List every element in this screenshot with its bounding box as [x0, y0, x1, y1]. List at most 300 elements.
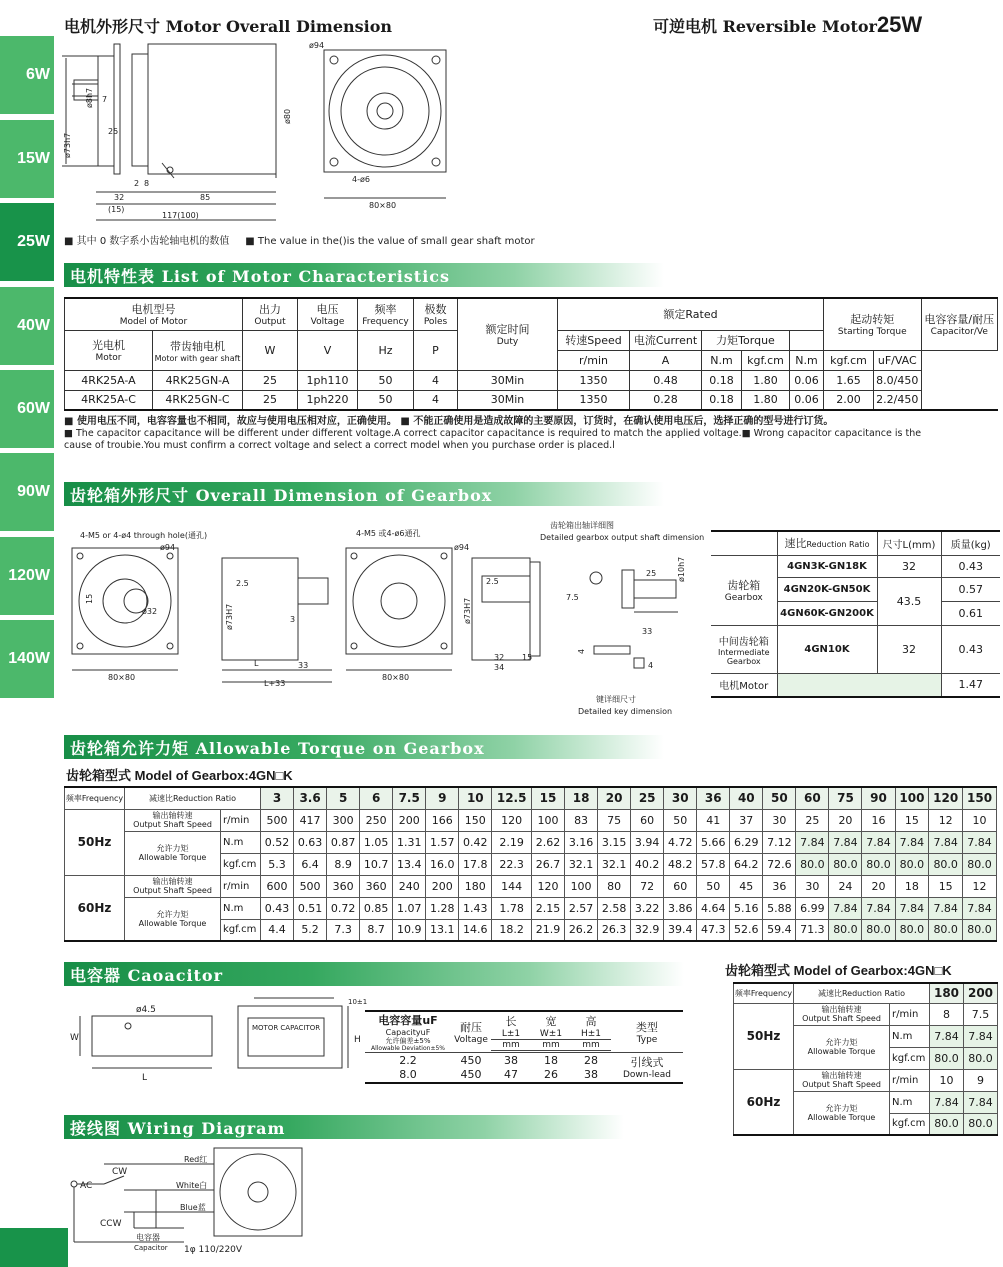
- table-cell: 7.84: [862, 897, 895, 919]
- table-cell: 7.84: [930, 1025, 964, 1047]
- u-nm: N.m: [890, 1025, 930, 1047]
- table-cell: 7.84: [929, 897, 963, 919]
- table-cell: 8.0: [399, 1068, 417, 1081]
- u-cap: uF/VAC: [874, 350, 922, 370]
- gearbox-dimension-drawing: [64, 520, 704, 720]
- dim-label-g-phi10h7: ø10h7: [677, 556, 686, 582]
- tab-120w[interactable]: 120W: [0, 537, 54, 615]
- table-cell: 4GN60K-GN200K: [777, 601, 877, 625]
- table-cell: 6.29: [730, 831, 763, 853]
- table-cell: 26.2: [565, 919, 598, 941]
- table-cell: 80.0: [829, 919, 862, 941]
- table-cell: 25: [243, 390, 298, 410]
- wire-cap-cn: 电容器: [136, 1233, 160, 1242]
- wiring-diagram: [64, 1144, 324, 1256]
- table-cell: 360: [360, 875, 393, 897]
- gearbox-cn: 齿轮箱: [727, 579, 761, 592]
- dim-label-g-80x80a: 80×80: [108, 673, 136, 682]
- dim-label-g-2-5b: 2.5: [486, 577, 499, 586]
- dim-label-phi73h7: ø73h7: [63, 132, 72, 158]
- table-cell: 0.57: [941, 577, 1000, 601]
- table-cell: 7.84: [796, 831, 829, 853]
- u-rmin: r/min: [221, 809, 261, 831]
- wire-cw: CW: [112, 1167, 128, 1177]
- cap-dim-h: H: [354, 1035, 361, 1045]
- inter-en2: Gearbox: [726, 656, 761, 666]
- h-freq-en: Frequency: [362, 317, 409, 328]
- table-cell: 60: [631, 809, 664, 831]
- torque-small-table: [733, 982, 998, 1136]
- table-cell: 2.58: [598, 897, 631, 919]
- u-nm2: N.m: [790, 350, 824, 370]
- cap-h-l: 长: [505, 1015, 517, 1028]
- dim-label-g-80x80b: 80×80: [382, 673, 410, 682]
- table-cell: 5.16: [730, 897, 763, 919]
- table-cell: 2.2: [399, 1053, 417, 1067]
- table-cell: 0.72: [327, 897, 360, 919]
- section-banner-capacitor: 电容器 Caoacitor: [64, 962, 684, 986]
- table-cell: 0.61: [941, 601, 1000, 625]
- table-row: [365, 1053, 683, 1068]
- table-cell: 7.84: [930, 1091, 964, 1113]
- u-voltage: V: [298, 330, 358, 370]
- table-cell: 36: [763, 875, 796, 897]
- table-cell: 0.06: [790, 370, 824, 390]
- table-cell: 100: [565, 875, 598, 897]
- dim-label-15: (15): [108, 205, 125, 214]
- cap-h-volt-cn: 耐压: [460, 1021, 482, 1034]
- cap-u-mm: mm: [531, 1040, 571, 1051]
- table-cell: 12.5: [492, 787, 532, 809]
- dim-label-g-25: 25: [646, 569, 657, 578]
- table-cell: 4GN20K-GN50K: [777, 577, 877, 601]
- table-row: [734, 1003, 998, 1025]
- gearbox-spec-table: [711, 530, 1000, 698]
- dim-label-g-33b: 33: [642, 627, 653, 636]
- table-cell: 32.1: [598, 853, 631, 875]
- table-cell: 450: [460, 1053, 482, 1067]
- dim-label-8: 8: [144, 179, 150, 188]
- wire-blue: Blue蓝: [180, 1203, 206, 1212]
- table-cell: 30: [664, 787, 697, 809]
- h-freq: 频率Frequency: [734, 983, 794, 1003]
- table-cell: 7.84: [929, 831, 963, 853]
- wire-red: Red红: [184, 1155, 208, 1164]
- table-cell: 166: [426, 809, 459, 831]
- table-cell: 16: [862, 809, 895, 831]
- tab-90w[interactable]: 90W: [0, 453, 54, 531]
- h-motor-cn: 光电机: [92, 339, 125, 352]
- table-cell: 7.84: [963, 897, 997, 919]
- h-poles-cn: 极数: [424, 303, 447, 317]
- section-banner-gearbox-dim: 齿轮箱外形尺寸 Overall Dimension of Gearbox: [64, 482, 664, 506]
- hz-60: 60Hz: [734, 1069, 794, 1135]
- usage-note-en-line: ■ The capacitor capacitance will be different under different voltage.A correct capacitor capacitance is required to match the applied voltage.■ Wrong capacitor capacitance is the: [64, 428, 922, 439]
- table-cell: 18: [895, 875, 929, 897]
- usage-note-cn-line: ■ 使用电压不同，电容容量也不相同，故应与使用电压相对应，正确使用。 ■ 不能正确使用是造成故障的主要原因，订货时，在确认使用电压后，选择正确的型号进行订货。: [64, 416, 834, 427]
- gearbox-mid-label: 4-M5 或4-ø6通孔: [356, 529, 421, 538]
- dimension-note-cn: 其中 0 数字系小齿轮轴电机的数值: [76, 236, 230, 247]
- table-cell: 4RK25GN-C: [153, 390, 243, 410]
- hz-50: 50Hz: [734, 1003, 794, 1069]
- cap-h-volt-en: Voltage: [454, 1035, 488, 1045]
- table-cell: 0.85: [360, 897, 393, 919]
- table-cell: 80.0: [963, 853, 997, 875]
- table-cell: 10: [930, 1069, 964, 1091]
- h-model-en: Model of Motor: [119, 317, 188, 328]
- table-cell: 200: [426, 875, 459, 897]
- table-cell: 4RK25GN-A: [153, 370, 243, 390]
- table-cell: 80: [598, 875, 631, 897]
- h-start-en: Starting Torque: [837, 327, 907, 338]
- torque-en: Allowable Torque: [138, 918, 207, 928]
- table-cell: 7.84: [964, 1025, 998, 1047]
- table-cell: 7.84: [895, 897, 929, 919]
- tab-140w[interactable]: 140W: [0, 620, 54, 698]
- table-cell: 6.4: [294, 853, 327, 875]
- table-cell: 24: [829, 875, 862, 897]
- table-cell: 83: [565, 809, 598, 831]
- table-cell: 240: [393, 875, 426, 897]
- table-cell: 60: [796, 787, 829, 809]
- table-cell: 80.0: [964, 1113, 998, 1135]
- table-cell: 30: [763, 809, 796, 831]
- cap-type-en: Down-lead: [622, 1070, 671, 1081]
- speed-en: Output Shaft Speed: [133, 886, 212, 895]
- dim-label-g-2-5: 2.5: [236, 579, 249, 588]
- section-banner-wiring: 接线图 Wiring Diagram: [64, 1115, 624, 1139]
- wire-cap-en: Capacitor: [134, 1244, 168, 1252]
- side-footer-block: [0, 1228, 68, 1267]
- table-cell: 0.28: [630, 390, 702, 410]
- table-cell: 18: [544, 1053, 558, 1067]
- torque-table: [64, 786, 997, 942]
- dimension-note-en: The value in the()is the value of small gear shaft motor: [257, 236, 535, 247]
- table-cell: 0.51: [294, 897, 327, 919]
- table-cell: 38: [504, 1053, 518, 1067]
- u-freq: Hz: [358, 330, 414, 370]
- table-cell: 100: [895, 787, 929, 809]
- table-cell: 10: [963, 809, 997, 831]
- u-output: W: [243, 330, 298, 370]
- speed-cn: 输出轴转速: [152, 877, 193, 886]
- dim-label-phi94: ø94: [309, 41, 325, 50]
- table-cell: 80.0: [895, 853, 929, 875]
- u-kgf: kgf.cm: [221, 853, 261, 875]
- table-cell: 7.84: [829, 831, 862, 853]
- usage-note-cn: 使用电压不同，电容容量也不相同，故应与使用电压相对应，正确使用。 ■ 不能正确使用是造成故障的主要原因，订货时，在确认使用电压后，选择正确的型号进行订货。: [76, 416, 834, 427]
- cap-h-h-tol: H±1: [571, 1029, 611, 1040]
- table-cell: 300: [327, 809, 360, 831]
- table-cell: 80.0: [895, 919, 929, 941]
- table-cell: 0.43: [261, 897, 294, 919]
- table-cell: 0.63: [294, 831, 327, 853]
- table-cell: 1.78: [492, 897, 532, 919]
- h-ratio: 减速比Reduction Ratio: [794, 983, 930, 1003]
- h-freq-cn: 频率: [374, 303, 397, 317]
- table-cell: 8.7: [360, 919, 393, 941]
- h-cap-cn: 电容容量/耐压: [924, 313, 995, 327]
- table-cell: 25: [796, 809, 829, 831]
- table-cell: 5.2: [294, 919, 327, 941]
- table-cell: 144: [492, 875, 532, 897]
- table-cell: 50: [358, 370, 414, 390]
- motor-dimension-drawing: [62, 38, 482, 228]
- table-cell: 4.4: [261, 919, 294, 941]
- table-cell: 8.0/450: [874, 370, 922, 390]
- table-cell: 10.7: [360, 853, 393, 875]
- u-poles: P: [414, 330, 458, 370]
- table-cell: 15: [895, 809, 929, 831]
- dimension-note: ■ 其中 0 数字系小齿轮轴电机的数值 ■ The value in the()is the value of small gear shaft motor: [64, 236, 535, 247]
- table-cell: 3.86: [664, 897, 697, 919]
- tab-60w[interactable]: 60W: [0, 370, 54, 448]
- table-cell: 5.88: [763, 897, 796, 919]
- capacitor-table: [365, 1010, 683, 1084]
- table-cell: 1.57: [426, 831, 459, 853]
- h-voltage-cn: 电压: [316, 303, 339, 317]
- cap-h-dev-en: Allowable Deviation±5%: [370, 1045, 445, 1052]
- table-cell: 14.6: [459, 919, 492, 941]
- dim-label-85: 85: [200, 193, 211, 202]
- u-kgf: kgf.cm: [890, 1113, 930, 1135]
- table-cell: 2.15: [532, 897, 565, 919]
- key-detail-cn: 键详细尺寸: [596, 695, 636, 704]
- table-cell: 12: [929, 809, 963, 831]
- table-cell: 30Min: [458, 390, 558, 410]
- cap-dim-w: W: [70, 1033, 79, 1043]
- inter-en1: Intermediate: [717, 647, 770, 657]
- table-cell: 1.80: [742, 390, 790, 410]
- table-cell: 417: [294, 809, 327, 831]
- table-cell: 200: [964, 983, 998, 1003]
- table-cell: 13.4: [393, 853, 426, 875]
- dim-label-117: 117(100): [162, 211, 199, 220]
- speed-en: Output Shaft Speed: [133, 820, 212, 829]
- table-cell: 150: [963, 787, 997, 809]
- table-cell: 90: [862, 787, 895, 809]
- table-cell: 80.0: [963, 919, 997, 941]
- table-cell: 150: [459, 809, 492, 831]
- torque-en: Allowable Torque: [138, 853, 207, 862]
- dim-label-80x80: 80×80: [369, 201, 397, 210]
- table-cell: 36: [697, 787, 730, 809]
- dim-label-4-phi6: 4-ø6: [352, 175, 370, 184]
- h-size: 尺寸L(mm): [877, 531, 941, 555]
- torque-model-title: 齿轮箱型式 Model of Gearbox:4GN□K: [66, 768, 293, 783]
- cap-dim-phi4-5: ø4.5: [136, 1005, 156, 1015]
- h-torque: 力矩Torque: [702, 330, 790, 350]
- table-cell: 22.3: [492, 853, 532, 875]
- cap-h-type-cn: 类型: [636, 1021, 658, 1034]
- table-cell: 1350: [558, 370, 630, 390]
- table-cell: 48.2: [664, 853, 697, 875]
- cap-h-w: 宽: [545, 1015, 557, 1028]
- u-rmin: r/min: [890, 1003, 930, 1025]
- table-cell: 1.28: [426, 897, 459, 919]
- table-cell: 26.3: [598, 919, 631, 941]
- table-cell: 7.84: [963, 831, 997, 853]
- table-cell: 40: [730, 787, 763, 809]
- table-cell: 180: [930, 983, 964, 1003]
- table-cell: 100: [532, 809, 565, 831]
- table-cell: 75: [598, 809, 631, 831]
- torque-cn: 允许力矩: [825, 1103, 858, 1113]
- tab-40w[interactable]: 40W: [0, 287, 54, 365]
- table-cell: 120: [929, 787, 963, 809]
- usage-note-en1: The capacitor capacitance will be different under different voltage.A correct capacitor capacitance is required to match the applied voltage.■ Wrong capacitor capacitance is the: [76, 428, 922, 439]
- h-rated: 额定Rated: [558, 298, 824, 330]
- tab-15w[interactable]: 15W: [0, 120, 54, 198]
- page-title: 电机外形尺寸 Motor Overall Dimension: [64, 17, 393, 36]
- table-cell: 41: [697, 809, 730, 831]
- table-cell: 7.84: [964, 1091, 998, 1113]
- table-cell: 7.3: [327, 919, 360, 941]
- cap-u-mm: mm: [491, 1040, 531, 1051]
- table-cell: 4RK25A-A: [65, 370, 153, 390]
- table-cell: 80.0: [929, 853, 963, 875]
- table-cell: 5: [327, 787, 360, 809]
- table-cell: 8: [930, 1003, 964, 1025]
- table-cell: 450: [460, 1068, 482, 1081]
- dim-label-g-l33: L+33: [264, 679, 286, 688]
- table-cell: 3.6: [294, 787, 327, 809]
- table-cell: 3.15: [598, 831, 631, 853]
- table-cell: 71.3: [796, 919, 829, 941]
- h-poles-en: Poles: [423, 317, 448, 328]
- table-cell: 2.57: [565, 897, 598, 919]
- table-row: [65, 875, 997, 897]
- h-output-cn: 出力: [259, 303, 281, 317]
- table-cell: 32: [877, 555, 941, 577]
- table-cell: 0.52: [261, 831, 294, 853]
- table-cell: 25: [631, 787, 664, 809]
- h-ratio-cn: 速比: [784, 537, 807, 551]
- table-cell: 5.66: [697, 831, 730, 853]
- table-cell: 3.22: [631, 897, 664, 919]
- table-cell: 30Min: [458, 370, 558, 390]
- table-cell: 32.1: [565, 853, 598, 875]
- table-cell: 0.43: [941, 555, 1000, 577]
- table-cell: 15: [929, 875, 963, 897]
- table-cell: 38: [584, 1068, 598, 1081]
- torque-en: Allowable Torque: [807, 1112, 876, 1122]
- table-cell: 7.84: [829, 897, 862, 919]
- h-weight: 质量(kg): [941, 531, 1000, 555]
- table-cell: 21.9: [532, 919, 565, 941]
- table-cell: 32: [877, 625, 941, 673]
- cap-plate-text: MOTOR CAPACITOR: [252, 1024, 321, 1032]
- dim-label-32: 32: [114, 193, 125, 202]
- gearbox-left-label: 4-M5 or 4-ø4 through hole(通孔): [80, 531, 208, 540]
- h-model-cn: 电机型号: [131, 303, 176, 317]
- cap-h-en: CapacityuF: [385, 1028, 431, 1037]
- cap-h-type-en: Type: [636, 1035, 658, 1045]
- table-cell: 40.2: [631, 853, 664, 875]
- key-detail-en: Detailed key dimension: [578, 707, 673, 716]
- dim-label-g-phi32: ø32: [142, 607, 158, 616]
- dim-label-g-32: 32: [494, 653, 505, 662]
- table-cell: 3: [261, 787, 294, 809]
- dim-label-g-phi73h7: ø73H7: [225, 603, 234, 630]
- table-cell: 80.0: [964, 1047, 998, 1069]
- table-cell: 64.2: [730, 853, 763, 875]
- dim-label-g-7-5: 7.5: [566, 593, 579, 602]
- table-cell: 500: [294, 875, 327, 897]
- h-speed: 转速Speed: [558, 330, 630, 350]
- table-cell: 30: [796, 875, 829, 897]
- table-cell: 2.62: [532, 831, 565, 853]
- cap-h-unit: uF: [422, 1014, 438, 1027]
- cap-dim-l: L: [142, 1073, 148, 1083]
- table-row: [65, 370, 998, 390]
- u-nm: N.m: [702, 350, 742, 370]
- table-cell: 80.0: [862, 853, 895, 875]
- cap-h-dev-cn: 允许偏差±5%: [385, 1037, 431, 1045]
- table-cell: 0.18: [702, 390, 742, 410]
- table-cell: 1.07: [393, 897, 426, 919]
- table-cell: 60: [664, 875, 697, 897]
- table-cell: 20: [862, 875, 895, 897]
- table-cell: 7.5: [964, 1003, 998, 1025]
- table-cell: 0.87: [327, 831, 360, 853]
- wire-ccw: CCW: [100, 1219, 122, 1229]
- dim-label-g-phi94a: ø94: [160, 543, 176, 552]
- table-cell: 250: [360, 809, 393, 831]
- tab-25w[interactable]: 25W: [0, 203, 54, 281]
- table-cell: 7.84: [895, 831, 929, 853]
- table-row: [734, 1069, 998, 1091]
- torque-en: Allowable Torque: [807, 1047, 876, 1056]
- table-cell: 39.4: [664, 919, 697, 941]
- u-speed: r/min: [558, 350, 630, 370]
- shaft-detail-en: Detailed gearbox output shaft dimension: [540, 533, 705, 542]
- table-cell: 6: [360, 787, 393, 809]
- table-cell: 0.18: [702, 370, 742, 390]
- tab-6w[interactable]: 6W: [0, 36, 54, 114]
- dim-label-25: 25: [108, 127, 119, 136]
- table-cell: 2.2/450: [874, 390, 922, 410]
- h-gearmotor-cn: 带齿轴电机: [170, 339, 225, 353]
- table-cell: 4: [414, 370, 458, 390]
- dim-label-g-l: L: [254, 659, 259, 668]
- table-cell: 75: [829, 787, 862, 809]
- table-cell: 5.3: [261, 853, 294, 875]
- table-cell: 10: [459, 787, 492, 809]
- u-kgf: kgf.cm: [221, 919, 261, 941]
- speed-en: Output Shaft Speed: [802, 1014, 881, 1023]
- h-voltage-en: Voltage: [310, 317, 345, 328]
- table-cell: 80.0: [930, 1047, 964, 1069]
- h-ratio: 减速比Reduction Ratio: [125, 787, 261, 809]
- table-cell: 47.3: [697, 919, 730, 941]
- table-cell: 25: [243, 370, 298, 390]
- dim-label-g-4b: 4: [648, 661, 654, 670]
- table-cell: 6.99: [796, 897, 829, 919]
- cap-h-cn: 电容容量: [378, 1014, 423, 1027]
- table-cell: 15: [532, 787, 565, 809]
- table-cell: 1.05: [360, 831, 393, 853]
- table-cell: 0.06: [790, 390, 824, 410]
- table-cell: 80.0: [796, 853, 829, 875]
- table-cell: 1.47: [941, 673, 1000, 697]
- table-cell: 1ph110: [298, 370, 358, 390]
- speed-cn: 输出轴转速: [821, 1005, 862, 1014]
- product-title: [653, 12, 922, 38]
- table-cell: 4.72: [664, 831, 697, 853]
- h-output-en: Output: [254, 317, 286, 328]
- table-row: [65, 390, 998, 410]
